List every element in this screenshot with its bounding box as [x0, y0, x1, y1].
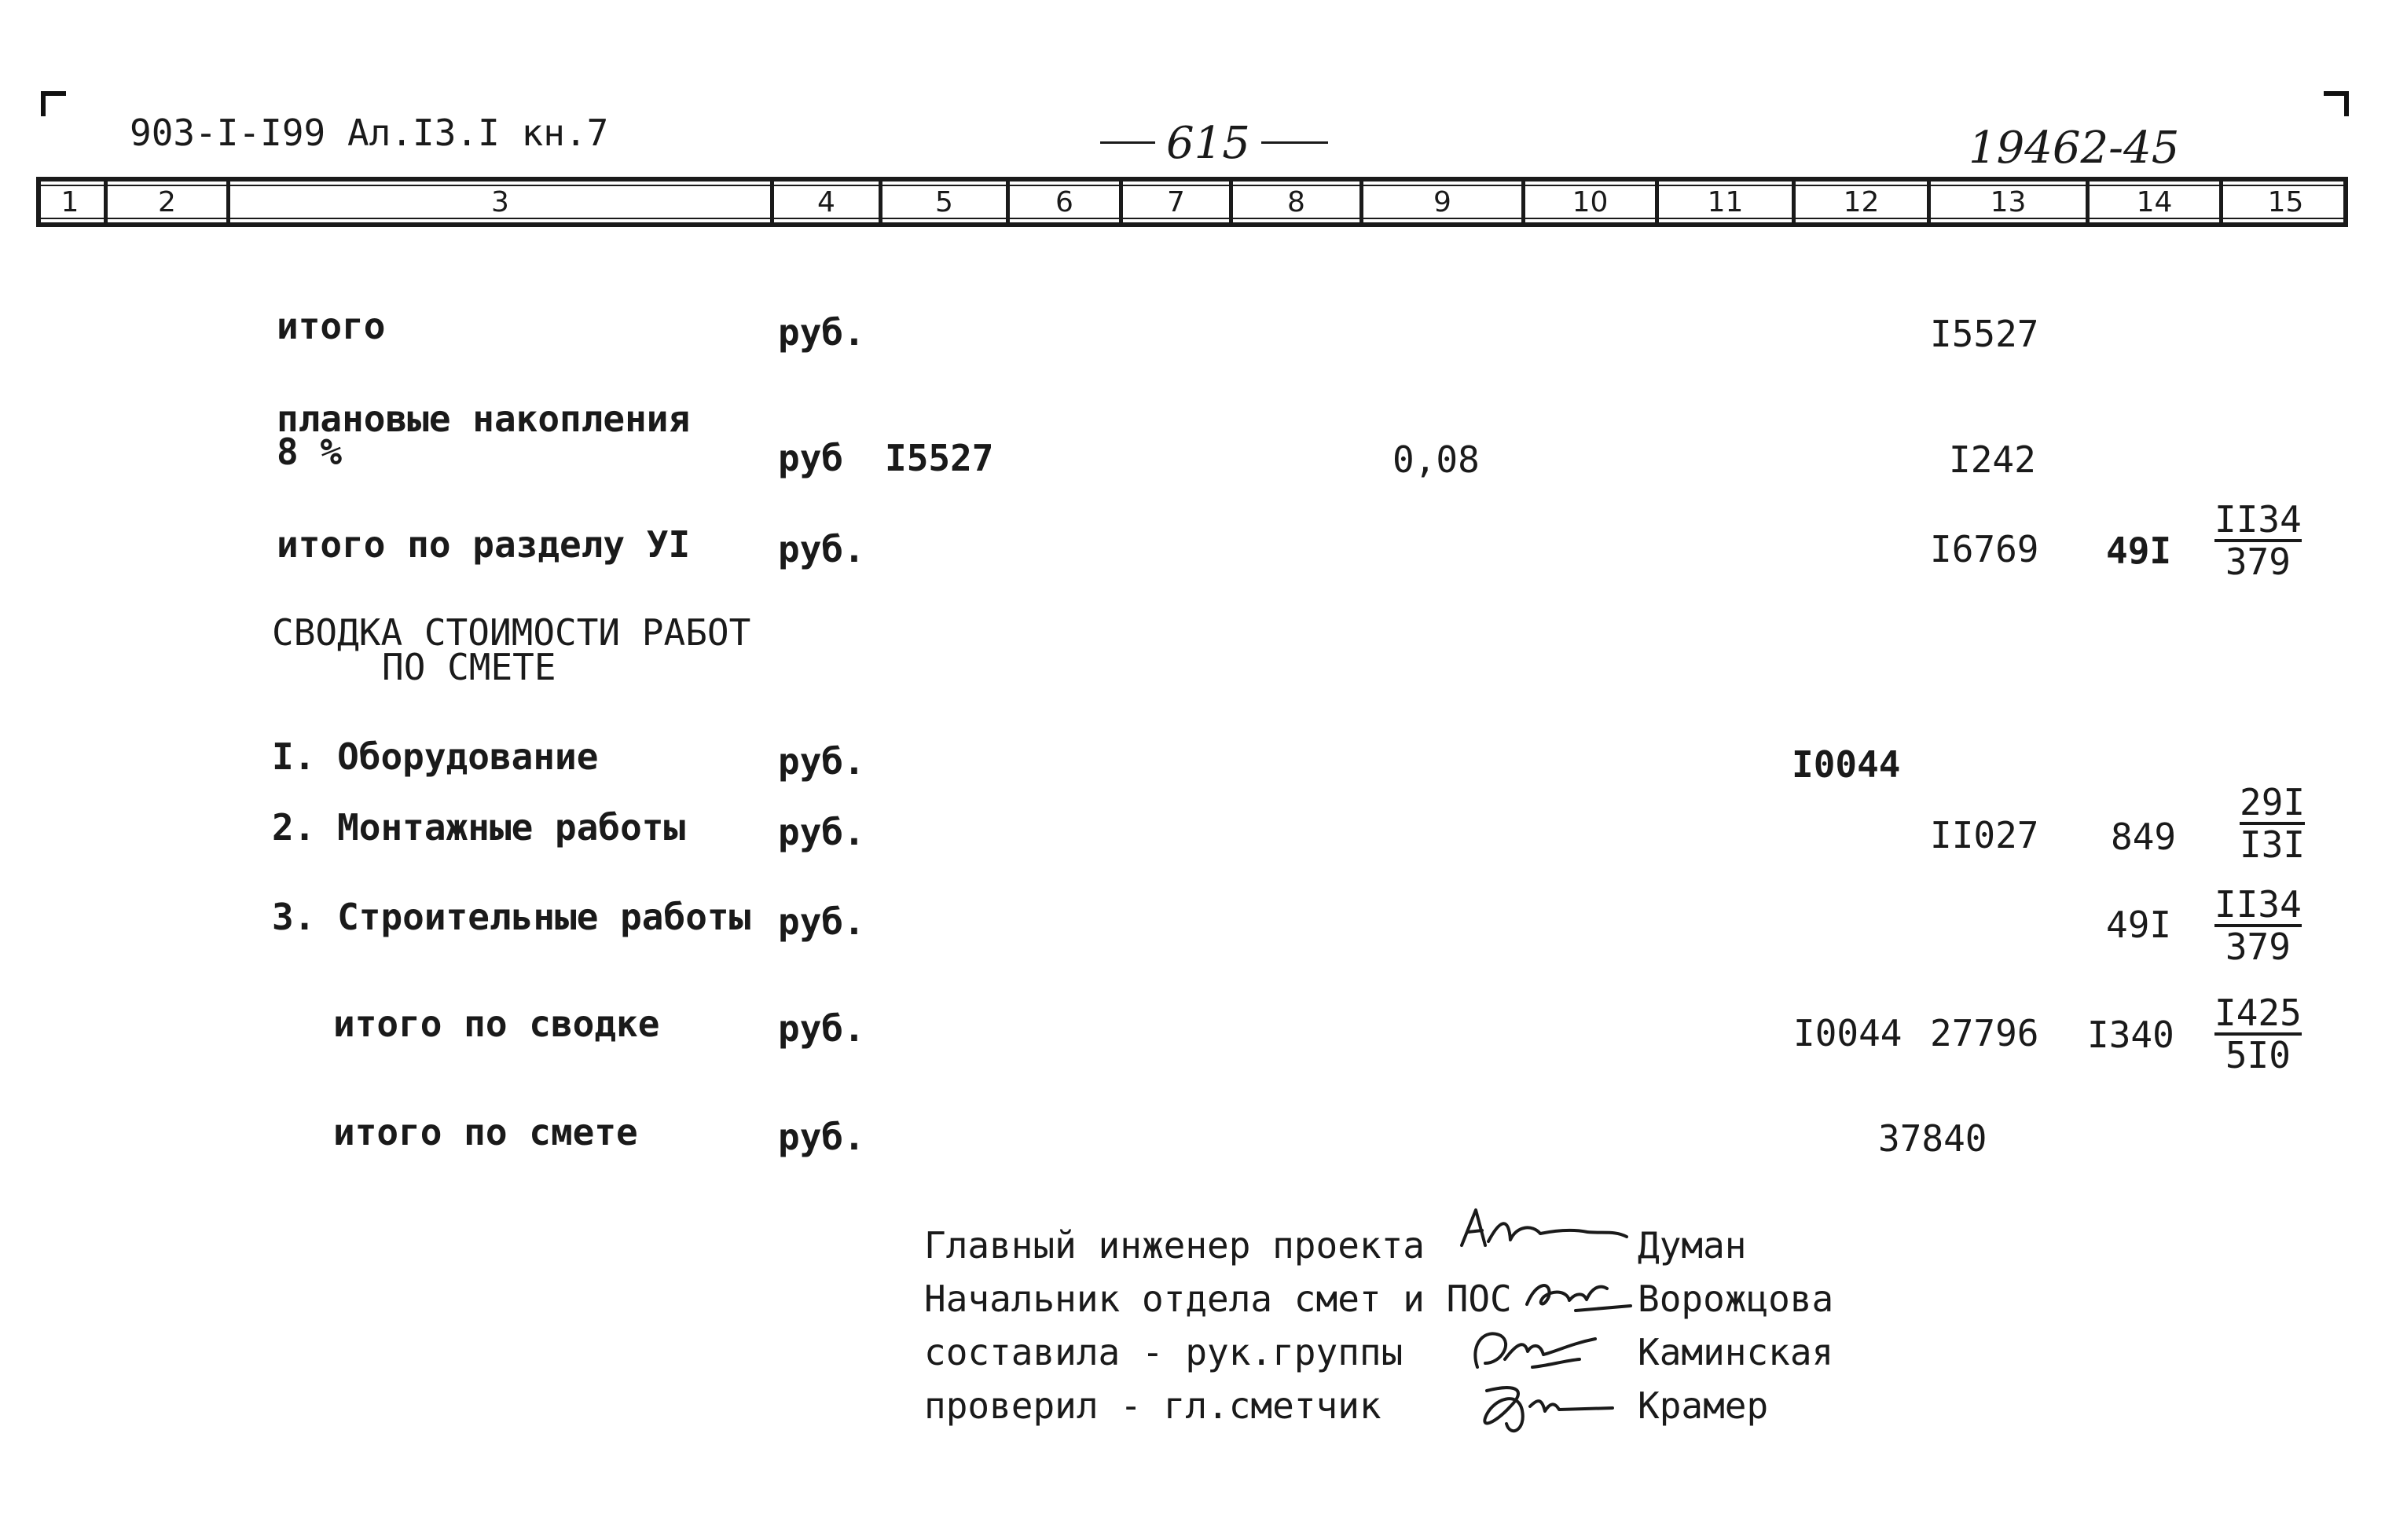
summary-heading-line1: СВОДКА СТОИМОСТИ РАБОТ — [272, 611, 751, 654]
row-planned-col13: I242 — [1949, 438, 2036, 481]
row-summary-total-unit: руб. — [778, 1007, 865, 1050]
row-installation-col15-numerator: 29I — [2240, 781, 2306, 823]
row-summary-total-label: итого по сводке — [333, 1003, 660, 1045]
signature-role-estimates-head: Начальник отдела смет и ПОС — [924, 1278, 1512, 1320]
row-summary-total-col14: I340 — [2087, 1014, 2174, 1056]
row-planned-col9: 0,08 — [1392, 438, 1480, 481]
row-section6-col15-fraction — [2214, 498, 2302, 583]
row-installation-col15-denominator: I3I — [2240, 823, 2306, 866]
column-number-10: 10 — [1521, 177, 1655, 227]
column-number-5: 5 — [879, 177, 1006, 227]
row-summary-total-col15-numerator: I425 — [2214, 992, 2302, 1034]
row-summary-total-col15-denominator: 5I0 — [2225, 1034, 2291, 1076]
row-itogo-label: итого — [277, 305, 386, 347]
row-construction-col14: 49I — [2106, 904, 2172, 946]
row-section6-col14: 49I — [2106, 530, 2172, 572]
row-section6-label: итого по разделу УI — [277, 523, 691, 566]
column-number-6: 6 — [1006, 177, 1119, 227]
page-number — [1100, 118, 1328, 169]
column-number-12: 12 — [1792, 177, 1927, 227]
column-number-8: 8 — [1229, 177, 1359, 227]
row-summary-total-col12: I0044 — [1793, 1012, 1902, 1054]
summary-heading-line2: ПО СМЕТЕ — [382, 646, 556, 688]
signature-name-group-lead: Каминская — [1638, 1331, 1834, 1373]
signature-role-checker: проверил - гл.сметчик — [924, 1384, 1381, 1427]
column-number-11: 11 — [1655, 177, 1792, 227]
crop-mark-top-right — [2324, 91, 2349, 116]
row-estimate-total-value: 37840 — [1878, 1117, 1987, 1160]
signature-name-chief-engineer: Думан — [1638, 1224, 1747, 1267]
row-construction-col15-fraction — [2214, 883, 2302, 968]
signature-name-estimates-head: Ворожцова — [1638, 1278, 1834, 1320]
handwritten-signature-checker — [1463, 1375, 1620, 1446]
row-construction-unit: руб. — [778, 900, 865, 943]
row-itogo-unit: руб. — [778, 311, 865, 354]
row-planned-label-line2: 8 % — [277, 431, 343, 473]
signature-role-chief-engineer: Главный инженер проекта — [924, 1224, 1425, 1267]
column-number-4: 4 — [770, 177, 879, 227]
row-equipment-col12: I0044 — [1792, 743, 1901, 786]
stamp-number: 19462-45 — [1969, 123, 2180, 174]
row-construction-col15-numerator: II34 — [2214, 883, 2302, 926]
row-summary-total-col15-fraction — [2214, 992, 2302, 1076]
row-installation-col15-fraction — [2240, 781, 2306, 866]
row-installation-col13: II027 — [1930, 814, 2039, 856]
handwritten-signature-chief-engineer — [1454, 1202, 1642, 1257]
row-estimate-total-label: итого по смете — [333, 1111, 638, 1153]
column-number-3: 3 — [226, 177, 770, 227]
page-number-text: 615 — [1155, 118, 1261, 169]
handwritten-signature-group-lead — [1462, 1320, 1611, 1383]
column-number-9: 9 — [1359, 177, 1521, 227]
row-planned-label-line1: плановые накопления — [277, 398, 691, 440]
row-section6-col15-numerator: II34 — [2214, 498, 2302, 541]
row-planned-unit: руб — [778, 437, 844, 479]
row-summary-total-col13: 27796 — [1930, 1012, 2039, 1054]
column-number-2: 2 — [104, 177, 226, 227]
column-number-7: 7 — [1119, 177, 1229, 227]
row-installation-col14: 849 — [2111, 816, 2177, 858]
row-installation-unit: руб. — [778, 811, 865, 853]
column-number-14: 14 — [2086, 177, 2219, 227]
row-section6-unit: руб. — [778, 528, 865, 570]
column-number-15: 15 — [2219, 177, 2348, 227]
handwritten-signature-estimates-head — [1521, 1273, 1638, 1320]
row-construction-col15-denominator: 379 — [2225, 926, 2291, 968]
row-equipment-label: I. Оборудование — [272, 735, 599, 778]
row-installation-label: 2. Монтажные работы — [272, 806, 686, 849]
row-section6-col13: I6769 — [1930, 528, 2039, 570]
row-equipment-unit: руб. — [778, 740, 865, 783]
signature-name-checker: Крамер — [1638, 1384, 1769, 1427]
row-section6-col15-denominator: 379 — [2225, 541, 2291, 583]
signature-role-group-lead: составила - рук.группы — [924, 1331, 1403, 1373]
crop-mark-top-left — [41, 91, 66, 116]
column-number-13: 13 — [1927, 177, 2086, 227]
row-itogo-col13: I5527 — [1930, 313, 2039, 355]
row-planned-col5: I5527 — [885, 437, 994, 479]
document-code: 903-I-I99 Ал.I3.I кн.7 — [130, 112, 609, 154]
column-number-1: 1 — [61, 185, 79, 218]
row-construction-label: 3. Строительные работы — [272, 896, 751, 938]
row-estimate-total-unit: руб. — [778, 1116, 865, 1158]
